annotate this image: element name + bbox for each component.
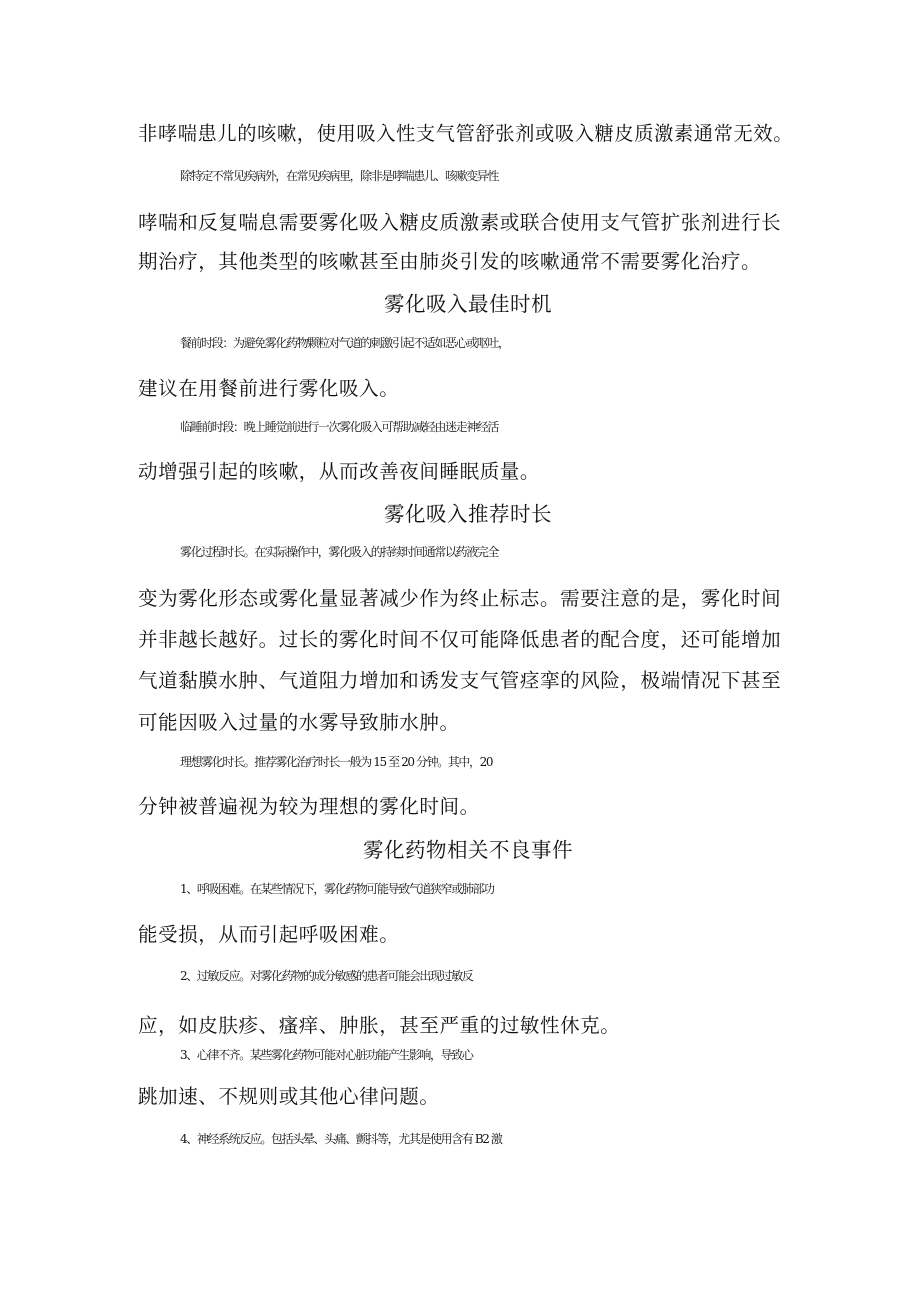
paragraph-line: 除特定不常见疾病外，在常见疾病里，除非是哮喘患儿、咳嗽变异性 <box>180 169 499 183</box>
paragraph-line: 2、过敏反应。对雾化药物的成分敏感的患者可能会出现过敏反 <box>180 969 473 983</box>
paragraph-line: 应，如皮肤疹、瘙痒、肿胀，甚至严重的过敏性休克。 <box>138 1014 621 1037</box>
paragraph-line: 哮喘和反复喘息需要雾化吸入糖皮质激素或联合使用支气管扩张剂进行长 <box>138 211 782 234</box>
paragraph-line: 临睡前时段：晚上睡觉前进行一次雾化吸入可帮助减轻由迷走神经活 <box>180 420 499 434</box>
section-heading: 雾化药物相关不良事件 <box>363 838 573 862</box>
paragraph-line: 建议在用餐前进行雾化吸入。 <box>138 377 400 400</box>
paragraph-line: 理想雾化时长。推荐雾化治疗时长一般为 15 至 20 分钟。其中，20 <box>180 755 493 769</box>
paragraph-line: 期治疗，其他类型的咳嗽甚至由肺炎引发的咳嗽通常不需要雾化治疗。 <box>138 250 762 273</box>
paragraph-line: 跳加速、不规则或其他心律问题。 <box>138 1085 440 1108</box>
section-heading: 雾化吸入最佳时机 <box>384 292 552 316</box>
paragraph-line: 并非越长越好。过长的雾化时间不仅可能降低患者的配合度，还可能增加 <box>138 628 782 651</box>
paragraph-line: 餐前时段：为避免雾化药物颗粒对气道的刺激引起不适如恶心或呕吐， <box>180 336 509 350</box>
section-heading: 雾化吸入推荐时长 <box>384 502 552 526</box>
paragraph-line: 非哮喘患儿的咳嗽，使用吸入性支气管舒张剂或吸入糖皮质激素通常无效。 <box>138 122 794 145</box>
paragraph-line: 动增强引起的咳嗽，从而改善夜间睡眠质量。 <box>138 460 541 483</box>
paragraph-line: 4、神经系统反应。包括头晕、头痛、颤抖等，尤其是使用含有 B2 激 <box>180 1132 502 1146</box>
paragraph-line: 变为雾化形态或雾化量显著减少作为终止标志。需要注意的是，雾化时间 <box>138 587 782 610</box>
paragraph-line: 1、呼吸困难。在某些情况下，雾化药物可能导致气道狭窄或肺部功 <box>180 882 494 896</box>
paragraph-line: 分钟被普遍视为较为理想的雾化时间。 <box>138 795 480 818</box>
paragraph-line: 3、心律不齐。某些雾化药物可能对心脏功能产生影响，导致心 <box>180 1048 473 1062</box>
paragraph-line: 能受损，从而引起呼吸困难。 <box>138 923 400 946</box>
paragraph-line: 雾化过程时长。在实际操作中，雾化吸入的持续时间通常以药液完全 <box>180 545 499 559</box>
paragraph-line: 可能因吸入过量的水雾导致肺水肿。 <box>138 711 460 734</box>
paragraph-line: 气道黏膜水肿、气道阻力增加和诱发支气管痉挛的风险，极端情况下甚至 <box>138 669 782 692</box>
